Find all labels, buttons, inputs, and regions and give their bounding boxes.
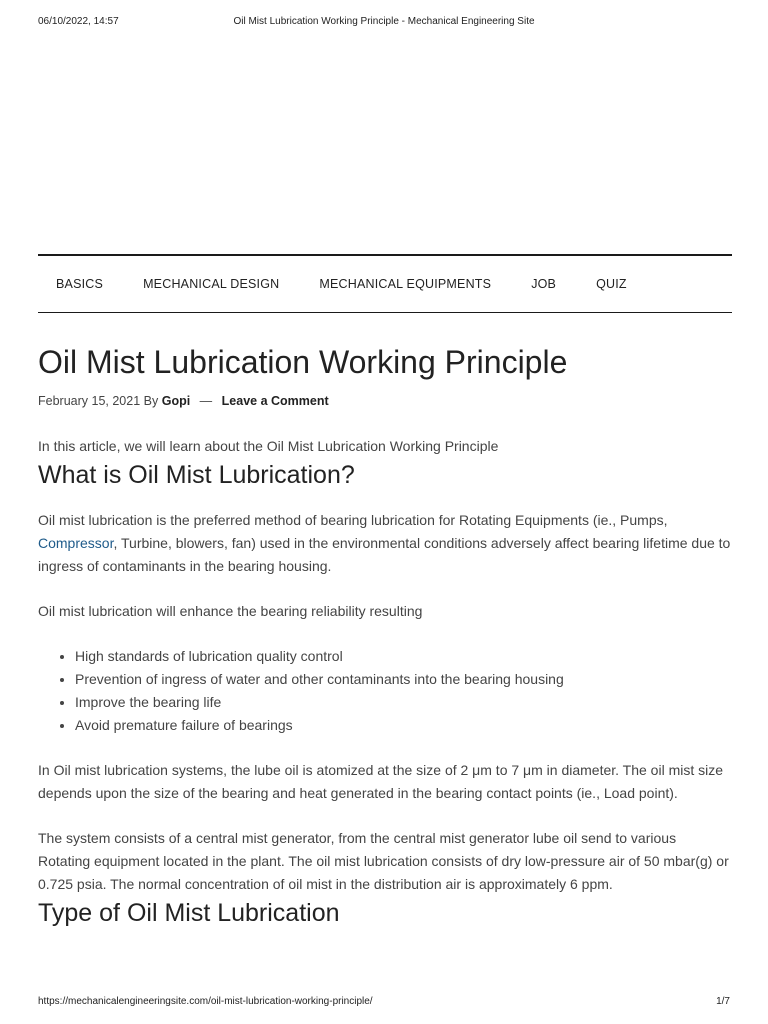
paragraph-definition <box>38 509 732 578</box>
leave-comment-link[interactable]: Leave a Comment <box>221 394 329 408</box>
benefits-list <box>38 645 732 737</box>
print-page-title: Oil Mist Lubrication Working Principle - Mechanical Engineering Site <box>233 16 535 27</box>
article-meta <box>38 394 732 408</box>
compressor-link[interactable]: Compressor <box>38 535 114 551</box>
paragraph-definition-text-2: , Turbine, blowers, fan) used in the environmental conditions adversely affect bearing lifetime due to ingress of contaminants in the bearing housing. <box>38 535 731 574</box>
list-item: • Improve the bearing life <box>75 691 732 714</box>
post-date: February 15, 2021 <box>38 394 141 408</box>
article-title: Oil Mist Lubrication Working Principle <box>38 344 568 380</box>
paragraph-definition-text-1: Oil mist lubrication is the preferred method of bearing lubrication for Rotating Equipments (ie., Pumps, <box>38 512 668 528</box>
paragraph-atomization: In Oil mist lubrication systems, the lube oil is atomized at the size of 2 μm to 7 μm in diameter. The oil mist size depends upon the size of the bearing and heat generated in the bearing contact points (ie., Load point). <box>38 762 724 801</box>
print-footer <box>38 996 730 1010</box>
article <box>38 340 732 930</box>
nav-item-mechanical-equipments[interactable]: MECHANICAL EQUIPMENTS <box>319 277 492 291</box>
list-item: • High standards of lubrication quality control <box>75 645 732 668</box>
print-date: 06/10/2022, 14:57 <box>38 16 119 27</box>
main-navigation <box>38 254 732 313</box>
nav-item-job[interactable]: JOB <box>531 277 557 291</box>
nav-item-quiz[interactable]: QUIZ <box>596 277 627 291</box>
paragraph-system: The system consists of a central mist generator, from the central mist generator lube oil send to various Rotating equipment located in the plant. The oil mist lubrication consists of dry low-pressure air of 50 mbar(g) or 0.725 psia. The normal concentration of oil mist in the distribution air is approximately 6 ppm. <box>38 830 729 892</box>
section-heading-types: Type of Oil Mist Lubrication <box>38 899 340 927</box>
nav-item-basics[interactable]: BASICS <box>56 277 104 291</box>
print-url: https://mechanicalengineeringsite.com/oil-mist-lubrication-working-principle/ <box>38 996 373 1007</box>
section-heading-what-is: What is Oil Mist Lubrication? <box>38 461 355 489</box>
paragraph-benefits-intro: Oil mist lubrication will enhance the bearing reliability resulting <box>38 603 423 619</box>
intro-paragraph: In this article, we will learn about the Oil Mist Lubrication Working Principle <box>38 438 499 454</box>
by-label: By <box>143 394 159 408</box>
author-link[interactable]: Gopi <box>161 394 191 408</box>
list-item: • Avoid premature failure of bearings <box>75 714 732 737</box>
print-header <box>38 16 730 32</box>
nav-item-mechanical-design[interactable]: MECHANICAL DESIGN <box>143 277 280 291</box>
list-item: • Prevention of ingress of water and other contaminants into the bearing housing <box>75 668 732 691</box>
page-number: 1/7 <box>716 996 730 1007</box>
meta-separator: — <box>199 394 213 408</box>
